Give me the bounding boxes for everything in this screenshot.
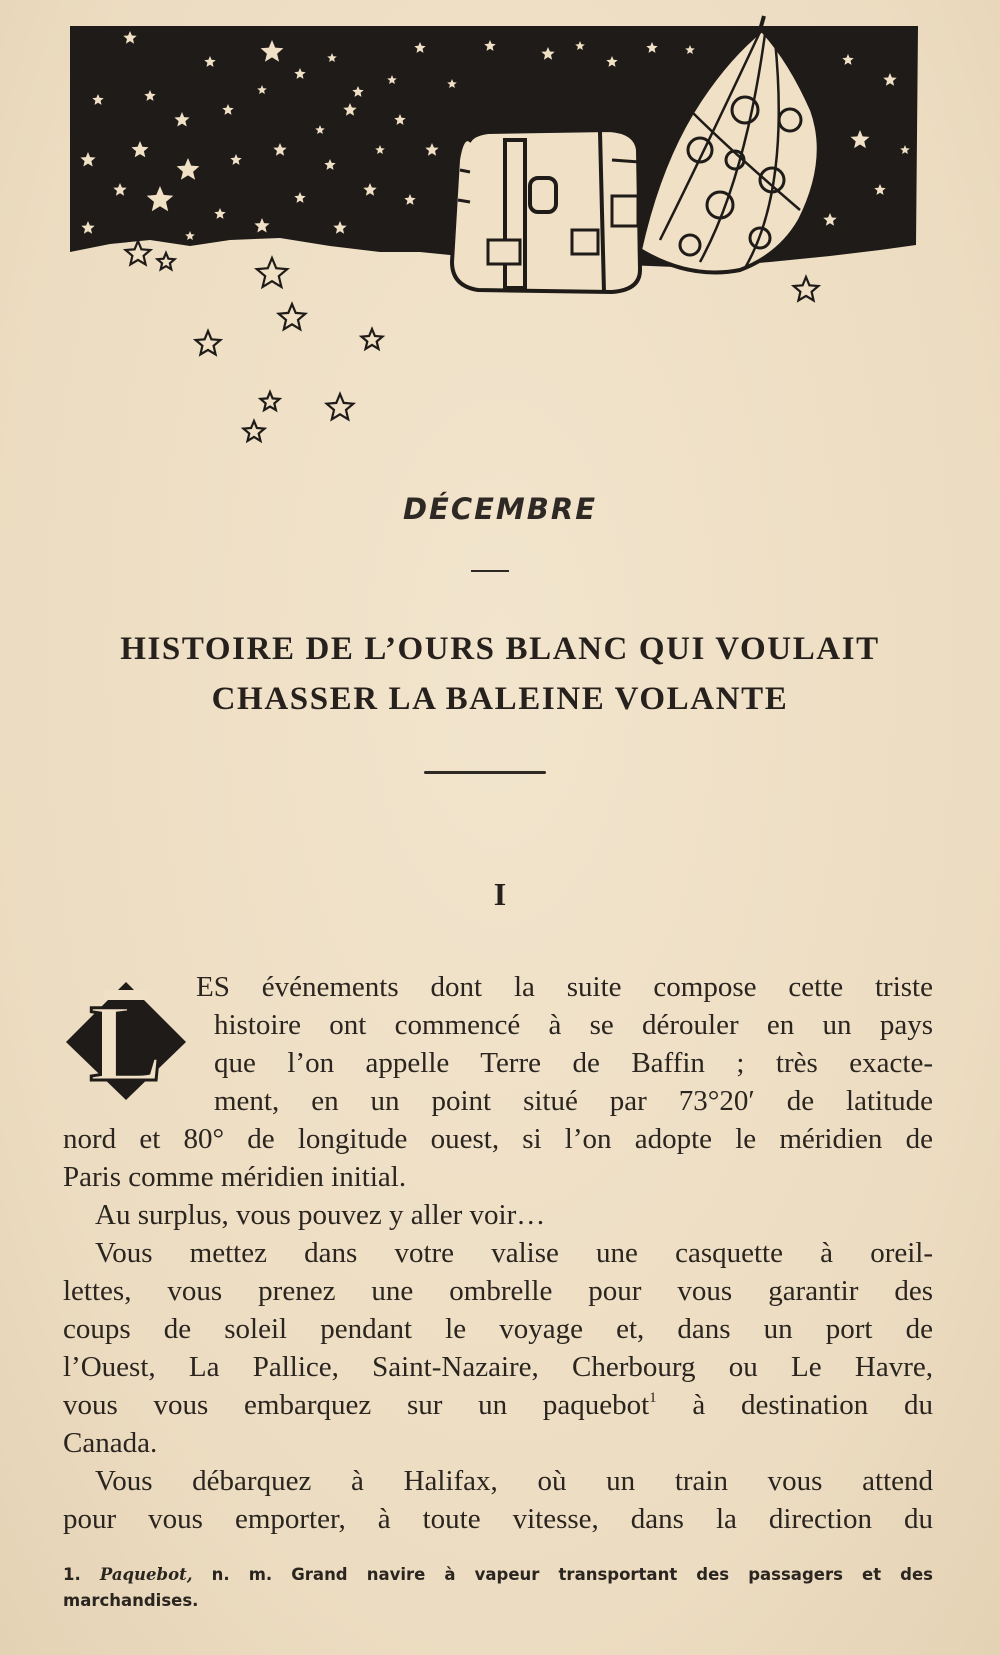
body-line: l’Ouest, La Pallice, Saint-Nazaire, Cherbourg ou Le Havre, <box>63 1351 933 1383</box>
body-line: histoire ont commencé à se dérouler en un pays <box>214 1009 933 1041</box>
body-line: Paris comme méridien initial. <box>63 1161 407 1193</box>
body-line: que l’on appelle Terre de Baffin ; très exacte- <box>214 1047 933 1079</box>
footnote-definition: n. m. Grand navire à vapeur transportant des passagers et des <box>211 1565 933 1584</box>
footnote-line: marchandises. <box>63 1591 199 1610</box>
story-title <box>0 624 1000 724</box>
footnote <box>63 1562 933 1614</box>
falling-star-icon <box>157 253 174 269</box>
month-heading: DÉCEMBRE <box>402 492 598 526</box>
dropcap-letter: L <box>89 982 163 1102</box>
body-line-part: vous vous embarquez sur un paquebot <box>63 1389 650 1421</box>
body-line: Au surplus, vous pouvez y aller voir… <box>95 1199 546 1231</box>
falling-star-icon <box>244 421 265 441</box>
body-line-part: à destination du <box>656 1389 933 1421</box>
footnote-number: 1. <box>63 1565 81 1584</box>
falling-star-icon <box>196 331 221 355</box>
long-divider <box>424 771 546 774</box>
body-line: Vous débarquez à Halifax, où un train vous attend <box>95 1465 933 1497</box>
falling-star-icon <box>794 277 819 301</box>
footnote-term: Paquebot, <box>99 1565 193 1584</box>
body-line: Vous mettez dans votre valise une casquette à oreil- <box>95 1237 933 1269</box>
body-line: nord et 80° de longitude ouest, si l’on adopte le méridien de <box>63 1123 933 1155</box>
falling-star-icon <box>257 258 287 287</box>
story-body <box>63 968 933 1538</box>
falling-star-icon <box>362 329 383 349</box>
body-line: coups de soleil pendant le voyage et, dans un port de <box>63 1313 933 1345</box>
story-title-line-1: HISTOIRE DE L’OURS BLANC QUI VOULAIT <box>120 631 880 667</box>
body-line: lettes, vous prenez une ombrelle pour vous garantir des <box>63 1275 933 1307</box>
falling-star-icon <box>126 241 151 265</box>
footnote-reference: 1 <box>649 1390 657 1406</box>
night-sky-luggage-illustration <box>0 0 1000 460</box>
footnote-line <box>63 1562 933 1588</box>
chapter-number: I <box>493 876 507 912</box>
falling-star-icon <box>327 394 354 419</box>
body-line: Canada. <box>63 1427 158 1459</box>
falling-star-icon <box>279 304 306 329</box>
short-divider <box>471 570 509 572</box>
body-line: pour vous emporter, à toute vitesse, dans la direction du <box>63 1503 933 1535</box>
body-line-with-footnote <box>63 1386 933 1424</box>
story-title-line-2: CHASSER LA BALEINE VOLANTE <box>211 681 789 717</box>
falling-star-icon <box>261 392 280 410</box>
body-line: ES événements dont la suite compose cette triste <box>196 971 933 1003</box>
body-line: ment, en un point situé par 73°20′ de latitude <box>214 1085 933 1117</box>
